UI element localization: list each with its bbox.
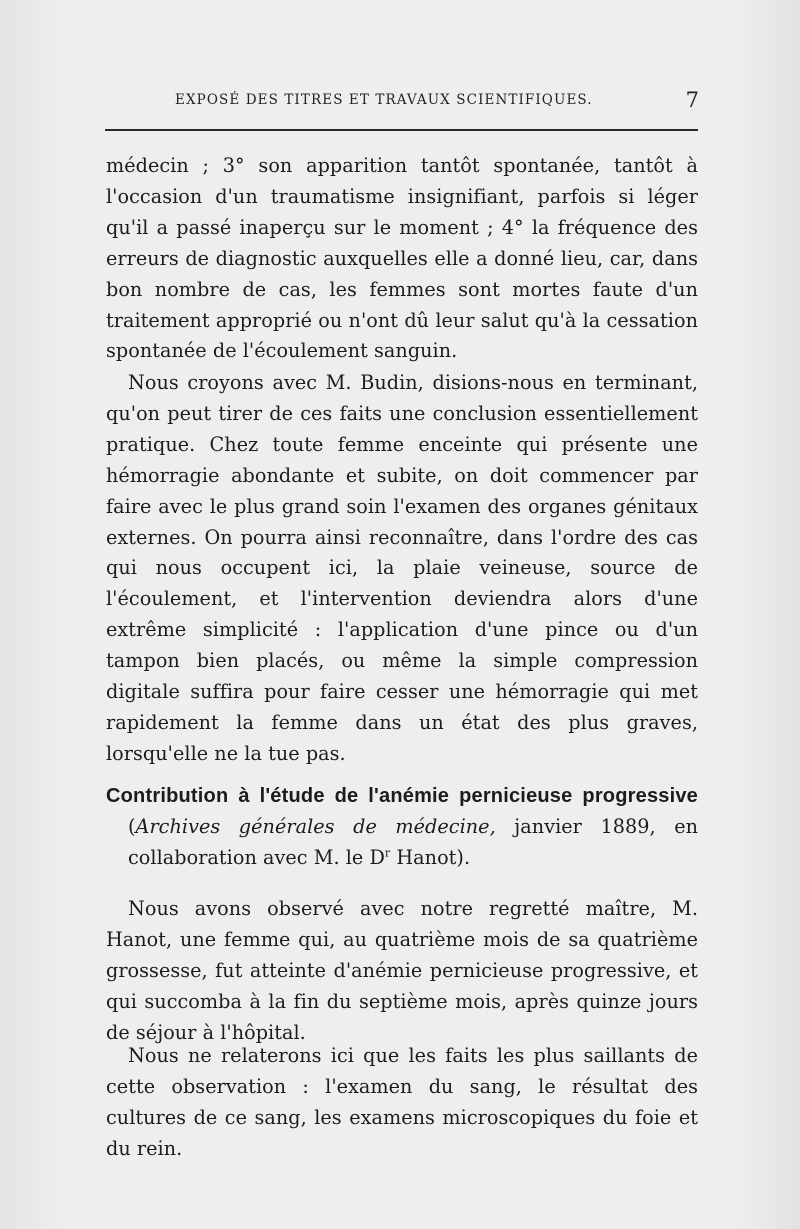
page-number: 7 bbox=[685, 88, 699, 112]
citation-open: ( bbox=[128, 814, 136, 838]
section-citation bbox=[106, 812, 698, 874]
paragraph-4-text: Nous ne relaterons ici que les faits les plus saillants de cette observation : l'examen du sang, le résultat des cultures de ce sang, les examens microscopiques du foie et du rein. bbox=[106, 1044, 698, 1160]
citation-superscript: r bbox=[384, 846, 391, 860]
paragraph-4 bbox=[106, 1041, 698, 1165]
citation-text: janvier 1889, en collaboration avec M. le D bbox=[128, 814, 699, 869]
paragraph-3 bbox=[106, 894, 698, 1049]
running-title: EXPOSÉ DES TITRES ET TRAVAUX SCIENTIFIQUES. bbox=[175, 92, 593, 108]
paragraph-3-text: Nous avons observé avec notre regretté maître, M. Hanot, une femme qui, au quatrième mois de sa quatrième grossesse, fut atteinte d'anémie pernicieuse progressive, et qui succomba à la fin du septième mois, après quinze jours de séjour à l'hôpital. bbox=[106, 897, 698, 1044]
section-title: Contribution à l'étude de l'anémie pernicieuse progressive bbox=[106, 785, 698, 807]
header-rule bbox=[105, 129, 698, 131]
paragraph-1 bbox=[106, 151, 698, 367]
paragraph-2-text: Nous croyons avec M. Budin, disions-nous en terminant, qu'on peut tirer de ces faits une conclusion essentiellement pratique. Chez toute femme enceinte qui présente une hémorragie abondante et subite, on doit commencer par faire avec le plus grand soin l'examen des organes génitaux externes. On pourra ainsi reconnaître, dans l'ordre des cas qui nous occupent ici, la plaie veineuse, source de l'écoulement, et l'intervention deviendra alors d'une extrême simplicité : l'application d'une pince ou d'un tampon bien placés, ou même la simple compression digitale suffira pour faire cesser une hémorragie qui met rapidement la femme dans un état des plus graves, lorsqu'elle ne la tue pas. bbox=[106, 371, 698, 765]
paragraph-2 bbox=[106, 368, 698, 770]
journal-name: Archives générales de médecine, bbox=[135, 814, 496, 838]
page-header bbox=[105, 88, 705, 118]
citation-text-end: Hanot). bbox=[390, 845, 471, 869]
paragraph-1-text: médecin ; 3° son apparition tantôt spontanée, tantôt à l'occasion d'un traumatisme insignifiant, parfois si léger qu'il a passé inaperçu sur le moment ; 4° la fréquence des erreurs de diagnostic auxquelles elle a donné lieu, car, dans bon nombre de cas, les femmes sont mortes faute d'un traitement approprié ou n'ont dû leur salut qu'à la cessation spontanée de l'écoulement sanguin. bbox=[106, 154, 698, 363]
section-heading bbox=[106, 781, 698, 874]
